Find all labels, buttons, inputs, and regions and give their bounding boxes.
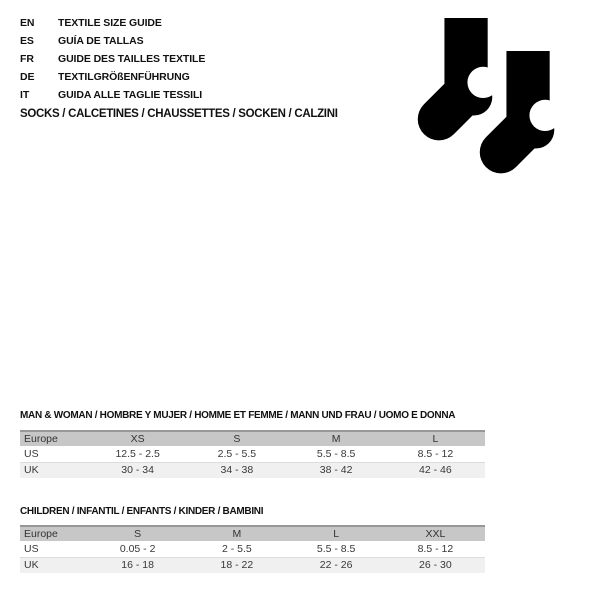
- table-title-children: CHILDREN / INFANTIL / ENFANTS / KINDER / BAMBINI: [20, 506, 264, 517]
- column-header-size: L: [432, 433, 439, 445]
- size-cell: 42 - 46: [419, 464, 452, 477]
- language-code: ES: [20, 35, 34, 47]
- size-cell: 22 - 26: [319, 559, 353, 572]
- column-header-region: Europe: [24, 433, 58, 445]
- table-row-uk: [20, 462, 485, 478]
- size-cell: 16 - 18: [121, 559, 154, 572]
- column-header-size: S: [233, 433, 241, 445]
- language-row: [20, 68, 205, 86]
- language-title: GUÍA DE TALLAS: [58, 35, 144, 47]
- language-row: [20, 32, 205, 50]
- column-header-region: Europe: [24, 528, 58, 540]
- row-label: UK: [24, 559, 39, 572]
- column-header-size: S: [134, 528, 142, 540]
- size-table-section-children: [20, 504, 485, 573]
- size-cell: 18 - 22: [220, 559, 254, 572]
- category-line: SOCKS / CALCETINES / CHAUSSETTES / SOCKEN / CALZINI: [20, 108, 338, 120]
- size-cell: 5.5 - 8.5: [316, 447, 356, 460]
- language-title: TEXTILE SIZE GUIDE: [58, 17, 162, 29]
- column-header-size: M: [232, 528, 242, 540]
- column-header-size: XXL: [425, 528, 446, 540]
- language-title: GUIDA ALLE TAGLIE TESSILI: [58, 89, 203, 101]
- row-label: US: [24, 447, 39, 460]
- language-title: TEXTILGRÖßENFÜHRUNG: [58, 71, 190, 83]
- size-table-children: [20, 525, 485, 573]
- column-header-size: M: [331, 433, 341, 445]
- size-table-section-adults: [20, 408, 485, 478]
- column-header-size: L: [333, 528, 340, 540]
- language-row: [20, 86, 205, 104]
- size-cell: 5.5 - 8.5: [316, 542, 356, 555]
- language-title: GUIDE DES TAILLES TEXTILE: [58, 53, 206, 65]
- table-header-row: [20, 431, 485, 446]
- language-row: [20, 14, 205, 32]
- size-cell: 34 - 38: [220, 464, 254, 477]
- row-label: UK: [24, 464, 39, 477]
- column-header-size: XS: [130, 433, 145, 445]
- language-row: [20, 50, 205, 68]
- language-code: DE: [20, 71, 35, 83]
- table-header-row: [20, 526, 485, 541]
- language-list: [20, 14, 205, 104]
- size-cell: 0.05 - 2: [119, 542, 156, 555]
- language-code: FR: [20, 53, 34, 65]
- size-cell: 2 - 5.5: [221, 542, 252, 555]
- table-title-adults: MAN & WOMAN / HOMBRE Y MUJER / HOMME ET FEMME / MANN UND FRAU / UOMO E DONNA: [20, 410, 456, 421]
- size-cell: 12.5 - 2.5: [115, 447, 160, 460]
- size-table-adults: [20, 430, 485, 478]
- size-cell: 26 - 30: [419, 559, 452, 572]
- row-label: US: [24, 542, 39, 555]
- table-row-uk: [20, 557, 485, 573]
- size-cell: 30 - 34: [121, 464, 154, 477]
- language-code: IT: [20, 89, 30, 101]
- size-cell: 38 - 42: [319, 464, 353, 477]
- table-row-us: [20, 446, 485, 462]
- language-code: EN: [20, 17, 35, 29]
- table-row-us: [20, 541, 485, 557]
- socks-icon: [408, 16, 568, 178]
- size-cell: 8.5 - 12: [417, 542, 454, 555]
- size-cell: 2.5 - 5.5: [217, 447, 257, 460]
- size-cell: 8.5 - 12: [417, 447, 454, 460]
